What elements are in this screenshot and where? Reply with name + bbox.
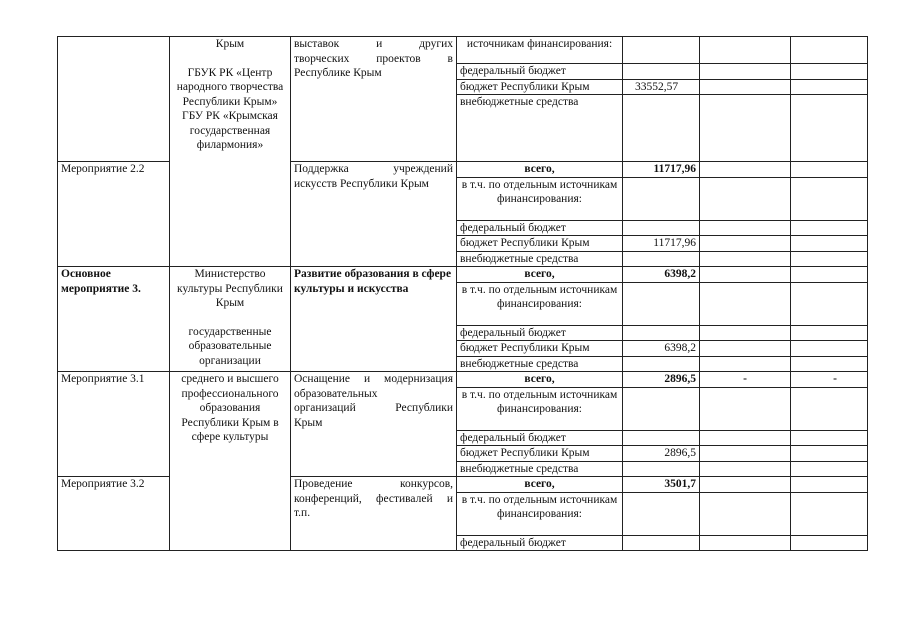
- extra-cell: [700, 446, 791, 462]
- extra-cell: [791, 477, 868, 493]
- source-cell: внебюджетные средства: [457, 251, 623, 267]
- table-row: [58, 267, 868, 283]
- source-cell: федеральный бюджет: [457, 220, 623, 236]
- amount-cell: 6398,2: [623, 341, 700, 357]
- source-cell: внебюджетные средства: [457, 356, 623, 372]
- table-row: [58, 37, 868, 64]
- source-cell: бюджет Республики Крым: [457, 446, 623, 462]
- extra-cell: [791, 282, 868, 325]
- activity-name-text: образовательных: [294, 387, 378, 400]
- amount-cell: 3501,7: [623, 477, 700, 493]
- extra-cell: [700, 251, 791, 267]
- extra-cell: [700, 430, 791, 446]
- source-cell: федеральный бюджет: [457, 535, 623, 551]
- activity-name-text: творческих проектов в: [294, 52, 453, 65]
- source-cell: всего,: [457, 372, 623, 388]
- amount-cell: [623, 325, 700, 341]
- source-cell: в т.ч. по отдельным источникам финансирования:: [457, 387, 623, 430]
- extra-cell: [700, 341, 791, 357]
- responsible-text: государственные образовательные организации: [188, 325, 272, 367]
- source-cell: всего,: [457, 267, 623, 283]
- extra-cell: [791, 220, 868, 236]
- source-cell: внебюджетные средства: [457, 95, 623, 162]
- activity-name-text: Оснащение и модернизация: [294, 373, 453, 385]
- extra-cell: [791, 95, 868, 162]
- amount-cell: [623, 387, 700, 430]
- extra-cell: [700, 477, 791, 493]
- amount-cell: 6398,2: [623, 267, 700, 283]
- extra-cell: [791, 535, 868, 551]
- extra-cell: [791, 387, 868, 430]
- amount-cell: [623, 430, 700, 446]
- extra-cell: [700, 37, 791, 64]
- extra-cell: [700, 461, 791, 477]
- activity-name-text: т.п.: [294, 507, 311, 519]
- activity-name-text: Поддержка учреждений: [294, 163, 453, 175]
- activity-name-text: Проведение конкурсов,: [294, 478, 453, 490]
- extra-cell: [700, 220, 791, 236]
- code-cell: Основное мероприятие 3.: [58, 267, 170, 372]
- amount-cell: [623, 220, 700, 236]
- code-cell: Мероприятие 2.2: [58, 162, 170, 267]
- source-cell: всего,: [457, 477, 623, 493]
- extra-cell: [791, 492, 868, 535]
- amount-cell: 2896,5: [623, 372, 700, 388]
- source-cell: федеральный бюджет: [457, 64, 623, 80]
- source-cell: в т.ч. по отдельным источникам финансирования:: [457, 177, 623, 220]
- source-cell: внебюджетные средства: [457, 461, 623, 477]
- amount-cell: [623, 461, 700, 477]
- extra-cell: [700, 267, 791, 283]
- responsible-text: ГБУ РК «Крымская государственная филармония»: [182, 110, 278, 151]
- responsible-text: Министерство культуры Республики Крым: [177, 268, 283, 309]
- amount-cell: 11717,96: [623, 236, 700, 252]
- activity-name-text: Крым: [294, 416, 323, 429]
- amount-cell: [623, 64, 700, 80]
- source-cell: бюджет Республики Крым: [457, 341, 623, 357]
- responsible-text: Крым: [215, 38, 245, 50]
- extra-cell: [791, 251, 868, 267]
- extra-cell: [700, 162, 791, 178]
- amount-cell: 2896,5: [623, 446, 700, 462]
- extra-cell: [700, 236, 791, 252]
- amount-cell: [623, 356, 700, 372]
- extra-cell: [791, 162, 868, 178]
- amount-cell: 33552,57: [623, 79, 700, 95]
- amount-cell: [623, 282, 700, 325]
- responsible-cell: [170, 37, 291, 267]
- extra-cell: [791, 267, 868, 283]
- responsible-cell: среднего и высшего профессионального образования Республики Крым в сфере культуры: [170, 372, 291, 551]
- extra-cell: [791, 356, 868, 372]
- amount-cell: [623, 492, 700, 535]
- activity-name-text: организаций Республики: [294, 402, 453, 414]
- amount-cell: [623, 95, 700, 162]
- extra-cell: [791, 177, 868, 220]
- activity-name-cell: [291, 37, 457, 162]
- extra-cell: [791, 341, 868, 357]
- extra-cell: [700, 325, 791, 341]
- extra-cell: [700, 492, 791, 535]
- activity-name-text: искусств Республики Крым: [294, 177, 429, 190]
- extra-cell: [700, 535, 791, 551]
- source-cell: федеральный бюджет: [457, 430, 623, 446]
- activity-name-cell: Развитие образования в сфере культуры и искусства: [291, 267, 457, 372]
- extra-cell: [791, 325, 868, 341]
- amount-cell: [623, 37, 700, 64]
- extra-cell: [791, 79, 868, 95]
- source-cell: в т.ч. по отдельным источникам финансирования:: [457, 492, 623, 535]
- extra-cell: -: [700, 372, 791, 388]
- activity-name-cell: [291, 162, 457, 267]
- extra-cell: [791, 37, 868, 64]
- extra-cell: [700, 79, 791, 95]
- activity-name-text: конференций, фестивалей и: [294, 492, 453, 505]
- activity-name-text: Республике Крым: [294, 67, 382, 79]
- extra-cell: [700, 64, 791, 80]
- extra-cell: [791, 446, 868, 462]
- extra-cell: [700, 387, 791, 430]
- extra-cell: [700, 177, 791, 220]
- extra-cell: [791, 430, 868, 446]
- code-cell: Мероприятие 3.1: [58, 372, 170, 477]
- amount-cell: 11717,96: [623, 162, 700, 178]
- budget-table: [57, 36, 868, 551]
- code-cell: Мероприятие 3.2: [58, 477, 170, 551]
- activity-name-text: выставок и других: [294, 38, 453, 50]
- source-cell: бюджет Республики Крым: [457, 79, 623, 95]
- amount-cell: [623, 251, 700, 267]
- extra-cell: [791, 236, 868, 252]
- responsible-text: ГБУК РК «Центр народного творчества Республики Крым»: [176, 66, 284, 108]
- extra-cell: [700, 282, 791, 325]
- code-cell: [58, 37, 170, 162]
- activity-name-cell: [291, 477, 457, 551]
- extra-cell: -: [791, 372, 868, 388]
- source-cell: источникам финансирования:: [457, 37, 623, 64]
- extra-cell: [700, 95, 791, 162]
- source-cell: в т.ч. по отдельным источникам финансирования:: [457, 282, 623, 325]
- extra-cell: [700, 356, 791, 372]
- responsible-cell: [170, 267, 291, 372]
- amount-cell: [623, 177, 700, 220]
- extra-cell: [791, 64, 868, 80]
- table-row: [58, 372, 868, 388]
- source-cell: всего,: [457, 162, 623, 178]
- source-cell: бюджет Республики Крым: [457, 236, 623, 252]
- activity-name-cell: [291, 372, 457, 477]
- extra-cell: [791, 461, 868, 477]
- source-cell: федеральный бюджет: [457, 325, 623, 341]
- amount-cell: [623, 535, 700, 551]
